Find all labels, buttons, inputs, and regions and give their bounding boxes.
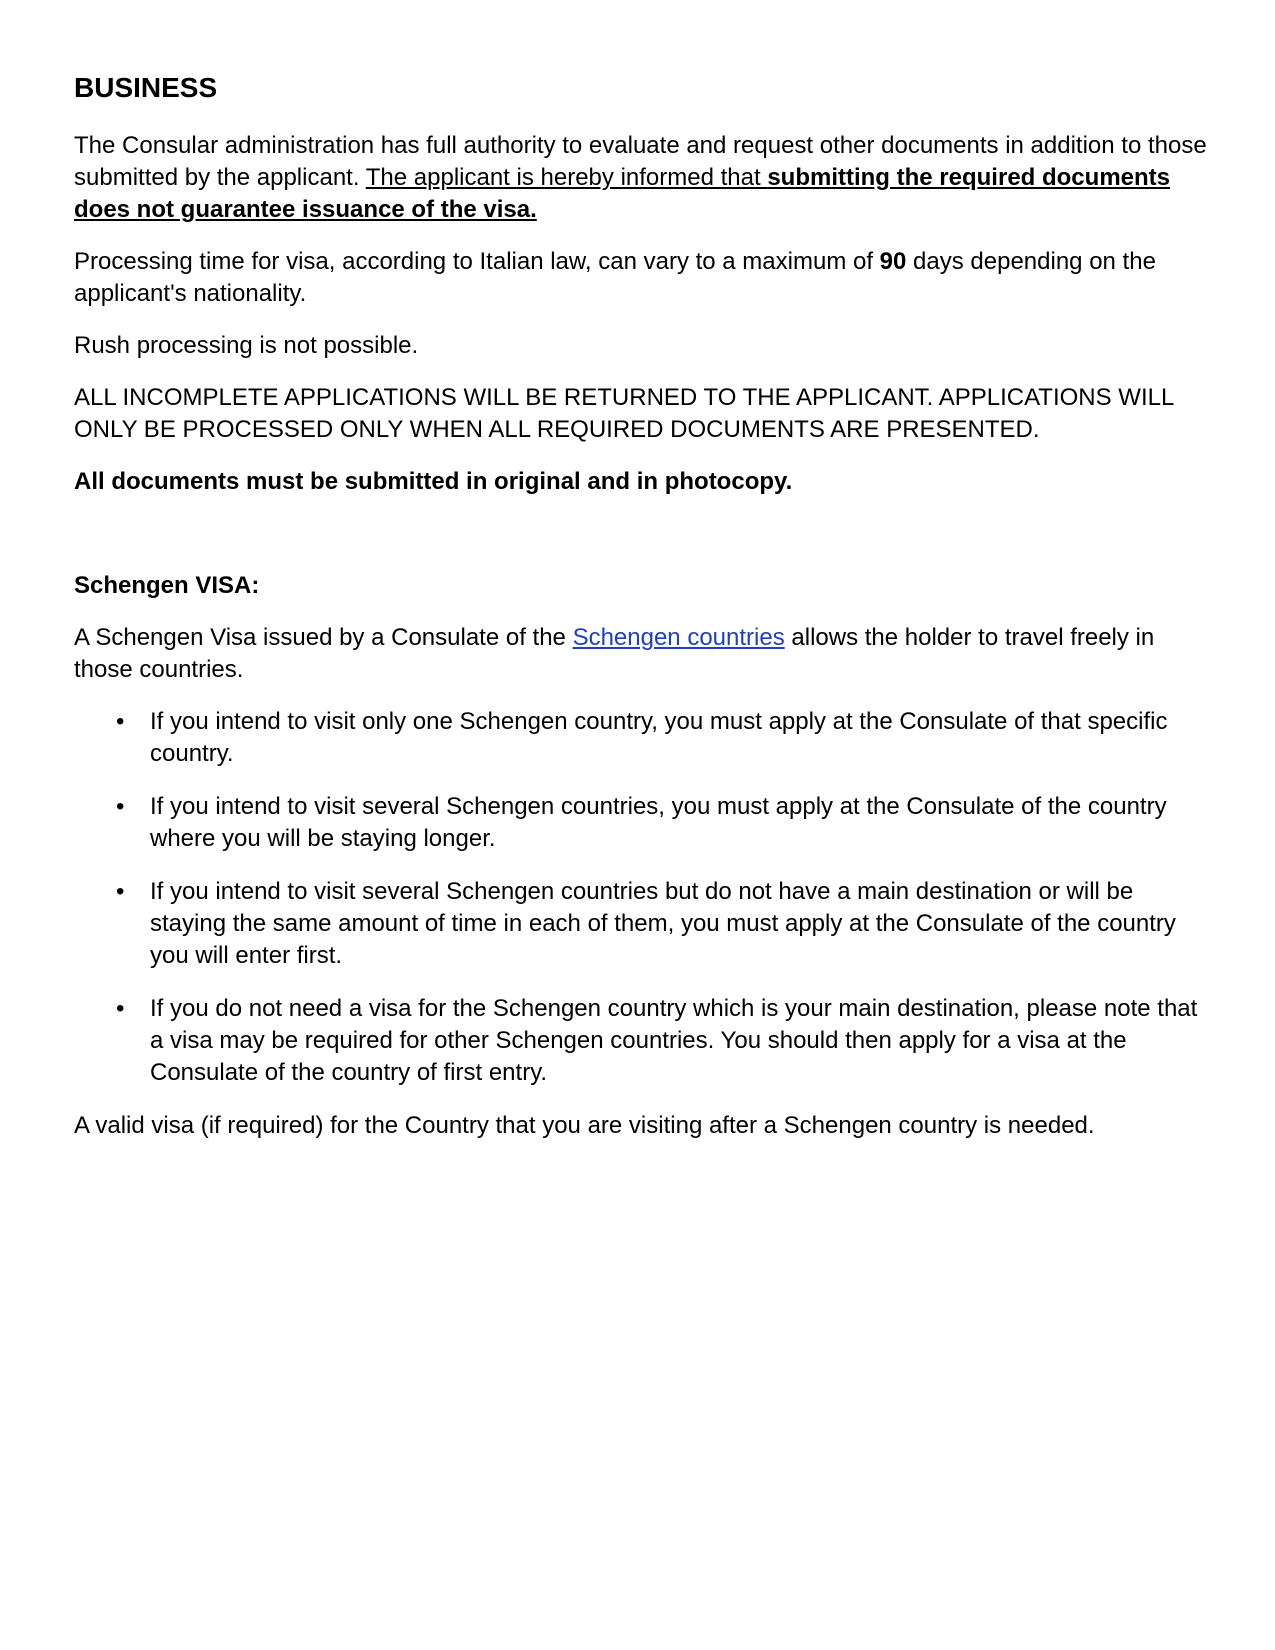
authority-paragraph [74,130,1209,226]
schengen-rules-list [74,706,1209,1089]
list-item-text: If you intend to visit several Schengen countries, you must apply at the Consulate of the country where you will be staying longer. [150,793,1167,852]
schengen-heading: Schengen VISA: [74,572,260,599]
list-item-text: If you do not need a visa for the Schengen country which is your main destination, please note that a visa may be required for other Schengen countries. You should then apply for a visa at the Consulate of the country of first entry. [150,995,1198,1086]
bullet-icon: • [116,793,125,820]
list-item [74,993,1209,1089]
incomplete-applications-notice: ALL INCOMPLETE APPLICATIONS WILL BE RETURNED TO THE APPLICANT. APPLICATIONS WILL ONLY BE PROCESSED ONLY WHEN ALL REQUIRED DOCUMENTS ARE PRESENTED. [74,384,1174,443]
section-spacer [74,518,1209,570]
schengen-intro-text: A Schengen Visa issued by a Consulate of the [74,624,573,651]
page-title: BUSINESS [74,72,218,103]
list-item [74,876,1209,972]
schengen-intro-paragraph [74,622,1209,686]
schengen-intro-text-end: allows the holder to travel freely in those countries. [74,624,1155,683]
original-photocopy-notice: All documents must be submitted in original and in photocopy. [74,468,793,495]
list-item [74,791,1209,855]
document-page [74,70,1209,1162]
notice-underlined-text: The applicant is hereby informed that [365,164,768,191]
processing-time-text: Processing time for visa, according to Italian law, can vary to a maximum of [74,248,880,275]
rush-processing-paragraph: Rush processing is not possible. [74,332,419,359]
guarantee-disclaimer: submitting the required documents does not guarantee issuance of the visa. [74,164,1171,223]
processing-time-paragraph [74,246,1209,310]
max-days-value: 90 [879,248,907,275]
authority-text: The Consular administration has full authority to evaluate and request other documents in addition to those submitted by the applicant. [74,132,1207,191]
list-item [74,706,1209,770]
processing-time-text-end: days depending on the applicant's nationality. [74,248,1156,307]
bullet-icon: • [116,878,125,905]
bullet-icon: • [116,995,125,1022]
list-item-text: If you intend to visit only one Schengen country, you must apply at the Consulate of that specific country. [150,708,1168,767]
list-item-text: If you intend to visit several Schengen countries but do not have a main destination or will be staying the same amount of time in each of them, you must apply at the Consulate of the country you will enter first. [150,878,1176,969]
schengen-countries-link[interactable]: Schengen countries [572,624,785,651]
schengen-closing-paragraph: A valid visa (if required) for the Country that you are visiting after a Schengen country is needed. [74,1112,1095,1139]
bullet-icon: • [116,708,125,735]
